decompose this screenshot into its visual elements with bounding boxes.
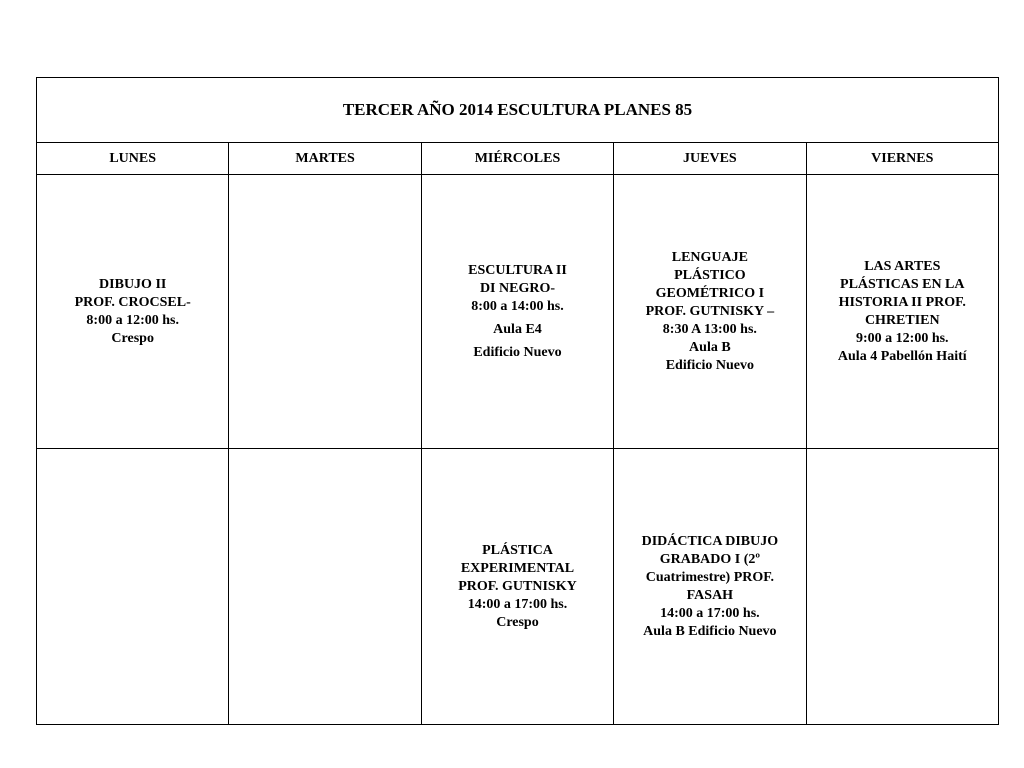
class-line: ESCULTURA II xyxy=(468,262,567,278)
class-line: EXPERIMENTAL xyxy=(460,560,575,576)
class-line: PROF. GUTNISKY xyxy=(458,578,577,594)
class-line: Aula B xyxy=(689,339,731,355)
class-line: 8:00 a 14:00 hs. xyxy=(471,298,564,314)
class-line: 8:00 a 12:00 hs. xyxy=(86,312,179,328)
schedule-table xyxy=(36,77,999,725)
day-header-martes: MARTES xyxy=(229,143,421,175)
day-header-jueves: JUEVES xyxy=(614,143,806,175)
class-block-plastica-experimental xyxy=(426,542,609,632)
class-line: Cuatrimestre) PROF. xyxy=(645,569,775,585)
class-line: Crespo xyxy=(111,330,154,346)
class-line: Edificio Nuevo xyxy=(665,357,754,373)
class-block-escultura-ii xyxy=(426,262,609,362)
cell-miercoles-row2 xyxy=(421,449,613,725)
class-line: 8:30 A 13:00 hs. xyxy=(662,321,757,337)
days-header-row xyxy=(37,143,999,175)
cell-jueves-row1 xyxy=(614,175,806,449)
cell-martes-row1 xyxy=(229,175,421,449)
cell-lunes-row2 xyxy=(37,449,229,725)
class-line: Aula B Edificio Nuevo xyxy=(643,623,777,639)
class-line: FASAH xyxy=(686,587,734,603)
class-line: 14:00 a 17:00 hs. xyxy=(467,596,568,612)
class-line: Aula E4 xyxy=(493,321,542,337)
cell-martes-row2 xyxy=(229,449,421,725)
class-line: Edificio Nuevo xyxy=(473,344,562,360)
schedule-title-cell xyxy=(37,78,999,143)
class-line: CHRETIEN xyxy=(864,312,940,328)
class-block-didactica-dibujo xyxy=(618,533,801,641)
table-row xyxy=(37,175,999,449)
cell-jueves-row2 xyxy=(614,449,806,725)
class-line: 14:00 a 17:00 hs. xyxy=(660,605,760,621)
day-header-lunes: LUNES xyxy=(37,143,229,175)
cell-viernes-row1 xyxy=(806,175,998,449)
class-line: PROF. GUTNISKY – xyxy=(645,303,775,319)
class-line: PLÁSTICO xyxy=(674,267,746,283)
class-line: 9:00 a 12:00 hs. xyxy=(856,330,949,346)
schedule-title: TERCER AÑO 2014 ESCULTURA PLANES 85 xyxy=(342,100,693,119)
cell-miercoles-row1 xyxy=(421,175,613,449)
class-line: HISTORIA II PROF. xyxy=(838,294,966,310)
class-line: Crespo xyxy=(496,614,539,630)
class-line: GRABADO I (2º xyxy=(659,551,761,567)
class-line: PLÁSTICA xyxy=(482,542,553,558)
class-block-lenguaje-plastico xyxy=(618,249,801,375)
day-header-miercoles: MIÉRCOLES xyxy=(421,143,613,175)
class-line: PLÁSTICAS EN LA xyxy=(840,276,965,292)
class-line: GEOMÉTRICO I xyxy=(655,285,765,301)
class-line: Aula 4 Pabellón Haití xyxy=(837,348,967,364)
class-line: LENGUAJE xyxy=(671,249,748,265)
class-line: PROF. CROCSEL- xyxy=(74,294,191,310)
class-block-dibujo-ii xyxy=(41,276,224,348)
table-row xyxy=(37,449,999,725)
class-line: DIBUJO II xyxy=(99,276,167,292)
class-line: LAS ARTES xyxy=(864,258,941,274)
class-block-las-artes-plasticas xyxy=(811,258,994,366)
day-header-viernes: VIERNES xyxy=(806,143,998,175)
cell-viernes-row2 xyxy=(806,449,998,725)
cell-lunes-row1 xyxy=(37,175,229,449)
class-line: DIDÁCTICA DIBUJO xyxy=(641,533,779,549)
class-line: DI NEGRO- xyxy=(479,280,555,296)
